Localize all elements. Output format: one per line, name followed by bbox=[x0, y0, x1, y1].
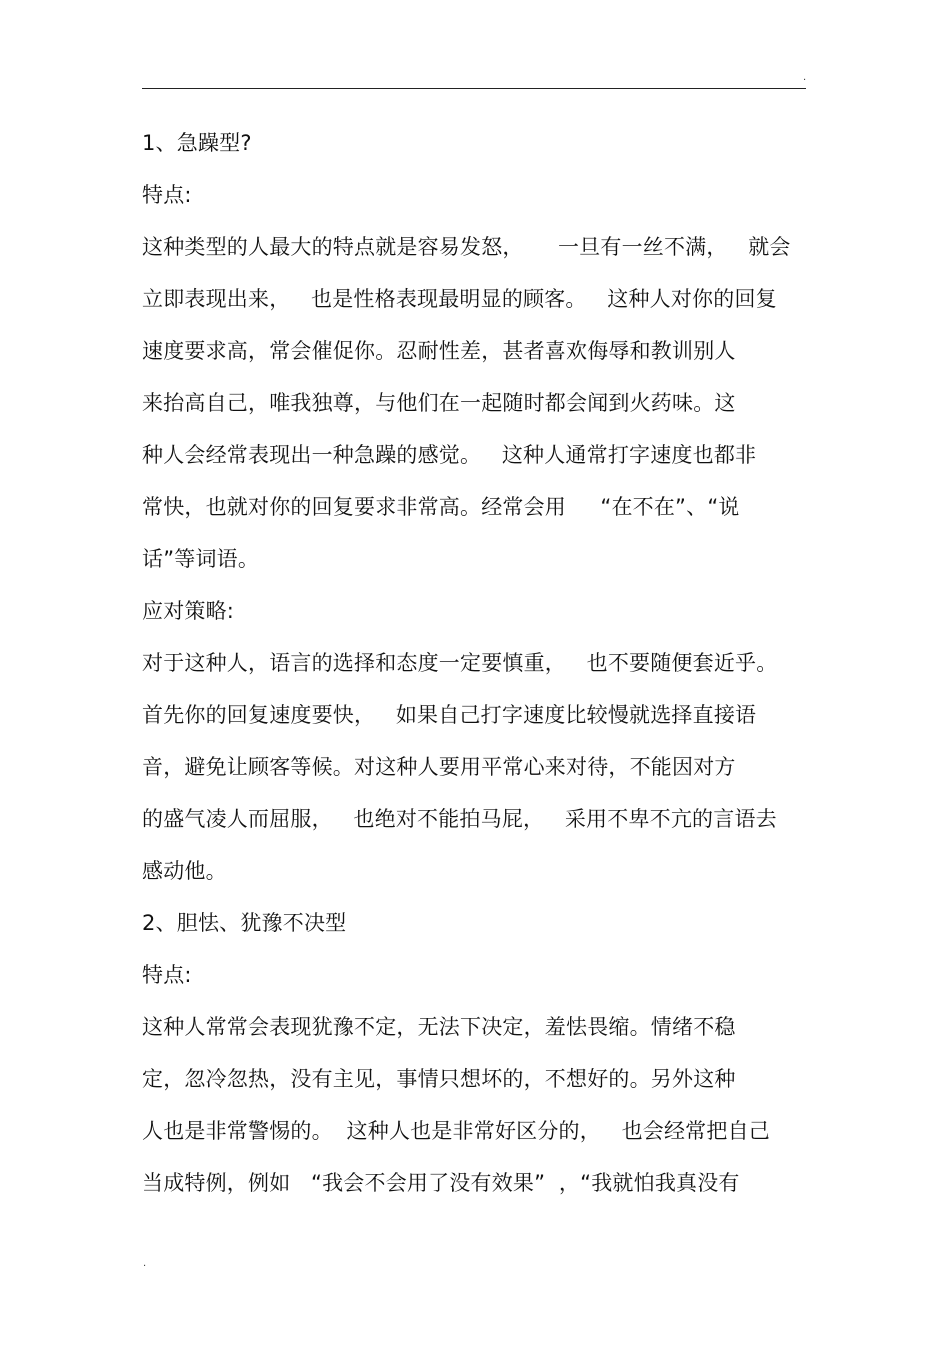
paragraph-line: 对于这种人，语言的选择和态度一定要慎重， 也不要随便套近乎。 bbox=[142, 651, 778, 675]
paragraph-line: 立即表现出来， 也是性格表现最明显的顾客。 这种人对你的回复 bbox=[142, 287, 777, 311]
paragraph-line: 感动他。 bbox=[142, 859, 227, 883]
subheading-traits: 特点: bbox=[142, 183, 192, 207]
paragraph-line: 话”等词语。 bbox=[142, 547, 260, 571]
document-body bbox=[142, 117, 822, 1209]
paragraph-line: 首先你的回复速度要快， 如果自己打字速度比较慢就选择直接语 bbox=[142, 703, 757, 727]
header-mark: . bbox=[803, 72, 807, 83]
paragraph-line: 来抬高自己，唯我独尊，与他们在一起随时都会闻到火药味。这 bbox=[142, 391, 736, 415]
subheading-traits: 特点: bbox=[142, 963, 192, 987]
heading-timid-type: 2、胆怯、犹豫不决型 bbox=[142, 911, 347, 935]
paragraph-line: 人也是非常警惕的。 这种人也是非常好区分的， 也会经常把自己 bbox=[142, 1119, 770, 1143]
paragraph-line: 这种人常常会表现犹豫不定，无法下决定，羞怯畏缩。情绪不稳 bbox=[142, 1015, 736, 1039]
paragraph-line: 常快，也就对你的回复要求非常高。经常会用 “在不在”、“说 bbox=[142, 495, 740, 519]
footer-mark: . bbox=[143, 1258, 147, 1269]
header-rule bbox=[142, 88, 806, 89]
paragraph-line: 音，避免让顾客等候。对这种人要用平常心来对待，不能因对方 bbox=[142, 755, 736, 779]
paragraph-line: 当成特例，例如 “我会不会用了没有效果” ，“我就怕我真没有 bbox=[142, 1171, 740, 1195]
paragraph-line: 种人会经常表现出一种急躁的感觉。 这种人通常打字速度也都非 bbox=[142, 443, 757, 467]
paragraph-line: 的盛气凌人而屈服， 也绝对不能拍马屁， 采用不卑不亢的言语去 bbox=[142, 807, 777, 831]
paragraph-line: 定，忽冷忽热，没有主见，事情只想坏的，不想好的。另外这种 bbox=[142, 1067, 736, 1091]
paragraph-line: 速度要求高，常会催促你。忍耐性差，甚者喜欢侮辱和教训别人 bbox=[142, 339, 736, 363]
subheading-strategy: 应对策略: bbox=[142, 599, 235, 623]
paragraph-line: 这种类型的人最大的特点就是容易发怒， 一旦有一丝不满， 就会 bbox=[142, 235, 791, 259]
heading-irritable-type: 1、急躁型? bbox=[142, 131, 252, 155]
